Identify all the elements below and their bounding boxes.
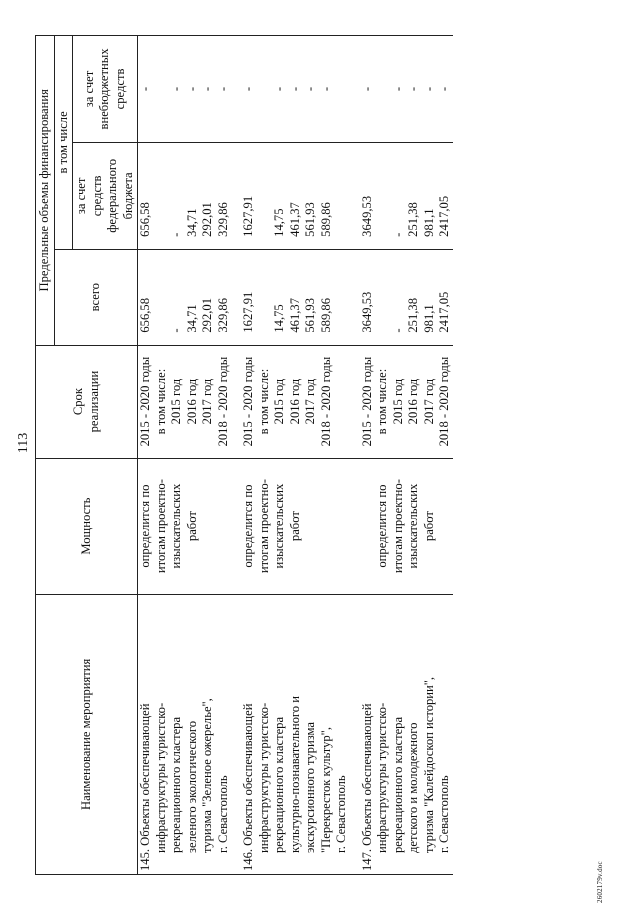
federal-cell (241, 142, 350, 249)
total-line: 251,38 (406, 297, 420, 333)
total-line: 34,71 (184, 304, 199, 333)
federal-line (257, 146, 273, 237)
spacer-cell (350, 458, 360, 594)
extrabudget-line (257, 39, 273, 139)
federal-cell (360, 142, 453, 249)
extrabudget-line: - (406, 86, 420, 92)
header-ext-line1: за счет (81, 70, 96, 108)
term-line: 2015 - 2020 годы (359, 356, 374, 447)
total-cell (360, 249, 453, 345)
row-spacer (231, 36, 241, 875)
power-line: изыскательских (169, 483, 183, 569)
spacer-cell (231, 345, 241, 458)
name-line: рекреационного кластера (390, 716, 405, 853)
term-line: 2016 год (184, 378, 199, 425)
term-cell (138, 345, 232, 458)
header-power: Мощность (36, 458, 138, 594)
header-name: Наименование мероприятия (36, 594, 138, 874)
spacer-cell (231, 458, 241, 594)
table-row (360, 36, 453, 875)
term-line: 2017 год (421, 378, 436, 425)
spacer-cell (350, 36, 360, 143)
term-line: 2015 год (169, 378, 183, 425)
power-cell (138, 458, 232, 594)
term-cell (360, 345, 453, 458)
name-line: 147. Объекты обеспечивающей (359, 703, 374, 871)
table-row (241, 36, 350, 875)
term-line: 2015 год (272, 378, 286, 425)
extrabudget-line (375, 39, 391, 139)
total-line (375, 253, 391, 333)
extrabudget-line: - (390, 86, 405, 92)
table-row (138, 36, 232, 875)
total-line: 329,86 (215, 297, 230, 333)
federal-line: 656,58 (138, 202, 152, 237)
extrabudget-line: - (241, 86, 255, 92)
extrabudget-line: - (215, 86, 230, 92)
extrabudget-line: - (421, 86, 436, 92)
name-line: инфраструктуры туристско- (256, 702, 271, 853)
row-spacer (350, 36, 360, 875)
header-ext-line3: средств (112, 68, 127, 110)
header-limits: Предельные объемы финансирования (36, 36, 55, 346)
extrabudget-line (154, 39, 170, 139)
name-line: рекреационного кластера (272, 716, 286, 853)
total-line: 461,37 (287, 297, 302, 333)
total-line: 14,75 (272, 304, 286, 333)
federal-cell (138, 142, 232, 249)
header-fed-line2: средств (89, 175, 104, 217)
total-line (257, 253, 273, 333)
total-cell (241, 249, 350, 345)
federal-line: 1627,91 (241, 195, 255, 237)
federal-line: 589,86 (318, 202, 333, 237)
power-line: изыскательских (272, 483, 286, 569)
table-header (36, 36, 138, 875)
spacer-cell (231, 142, 241, 249)
header-ext-line2: внебюджетных (97, 48, 112, 130)
name-line: "Перекресток культур", (318, 727, 333, 853)
name-cell (360, 594, 453, 874)
header-including: в том числе (54, 36, 73, 250)
name-line: 146. Объекты обеспечивающей (241, 703, 255, 871)
name-line: туризма "Зеленое ожерелье", (200, 698, 214, 853)
total-line: 561,93 (303, 297, 317, 333)
term-line: 2017 год (200, 378, 214, 425)
name-cell (241, 594, 350, 874)
extrabudget-line: - (169, 86, 183, 92)
federal-line: 34,71 (184, 208, 199, 237)
spacer-cell (231, 36, 241, 143)
federal-line: - (390, 232, 405, 237)
power-line (360, 462, 376, 591)
extrabudget-line: - (138, 86, 152, 92)
footer-doc-id: 2602179v.doc (596, 861, 604, 903)
federal-line: 561,93 (303, 202, 317, 237)
federal-line (154, 146, 170, 237)
header-fed-line4: бюджета (120, 172, 135, 220)
header-term-line2: реализации (86, 370, 101, 433)
spacer-cell (231, 594, 241, 874)
term-line: 2018 - 2020 годы (215, 356, 230, 447)
power-cell (241, 458, 350, 594)
term-line: в том числе: (153, 368, 168, 435)
term-line: 2015 - 2020 годы (138, 356, 152, 447)
name-line: детского и молодежного (406, 722, 420, 853)
extrabudget-line: - (318, 86, 333, 92)
power-line: изыскательских (406, 483, 420, 569)
header-extrabudget (73, 36, 138, 143)
total-line: 589,86 (318, 297, 333, 333)
federal-line: 329,86 (215, 202, 230, 237)
federal-line: 292,01 (200, 202, 214, 237)
term-line: 2017 год (303, 378, 317, 425)
name-line: культурно-познавательного и (287, 696, 302, 853)
name-line: г. Севастополь (334, 775, 348, 853)
extrabudget-line: - (200, 86, 214, 92)
power-line: определится по (138, 484, 152, 568)
name-line: рекреационного кластера (169, 716, 183, 853)
term-line: 2015 год (390, 378, 405, 425)
power-line: определится по (241, 484, 255, 568)
extrabudget-line: - (437, 86, 451, 92)
power-line: работ (421, 511, 436, 542)
term-line: 2016 год (287, 378, 302, 425)
total-line: 2417,05 (437, 291, 451, 333)
table-body (138, 36, 453, 875)
header-term (36, 345, 138, 458)
header-term-line1: Срок (71, 388, 85, 416)
power-line: итогам проектно- (153, 479, 168, 574)
federal-line: 461,37 (287, 202, 302, 237)
power-cell (360, 458, 453, 594)
federal-line: 251,38 (406, 202, 420, 237)
name-line: экскурсионного туризма (303, 722, 317, 853)
extrabudget-line: - (287, 86, 302, 92)
spacer-cell (231, 249, 241, 345)
header-fed-line1: за счет (74, 177, 88, 215)
name-line: инфраструктуры туристско- (375, 702, 389, 853)
extrabudget-line: - (184, 86, 199, 92)
header-federal (73, 142, 138, 249)
name-cell (138, 594, 232, 874)
name-line: туризма "Калейдоскоп истории", (421, 676, 436, 853)
extrabudget-line: - (272, 86, 286, 92)
spacer-cell (350, 249, 360, 345)
federal-line: 14,75 (272, 208, 286, 237)
power-line: определится по (375, 484, 389, 568)
federal-line: 3649,53 (359, 195, 374, 237)
extrabudget-cell (241, 36, 350, 143)
extrabudget-cell (138, 36, 232, 143)
total-line: - (169, 328, 183, 333)
federal-line: 981,1 (421, 208, 436, 237)
financing-table (35, 35, 453, 875)
term-cell (241, 345, 350, 458)
federal-line: 2417,05 (437, 195, 451, 237)
name-line: г. Севастополь (215, 775, 230, 853)
total-line: 292,01 (200, 297, 214, 333)
total-cell (138, 249, 232, 345)
power-line: итогам проектно- (256, 479, 271, 574)
power-line: работ (184, 511, 199, 542)
term-line: 2015 - 2020 годы (241, 356, 255, 447)
total-line: 981,1 (421, 304, 436, 333)
term-line: в том числе: (375, 368, 389, 435)
federal-line (375, 146, 391, 237)
term-line: 2016 год (406, 378, 420, 425)
header-total: всего (54, 249, 138, 345)
power-line: итогам проектно- (390, 479, 405, 574)
name-line: 145. Объекты обеспечивающей (138, 703, 152, 871)
total-line: - (390, 328, 405, 333)
spacer-cell (350, 345, 360, 458)
total-line: 656,58 (138, 297, 152, 333)
name-line: г. Севастополь (437, 775, 451, 853)
total-line: 3649,53 (359, 291, 374, 333)
spacer-cell (350, 142, 360, 249)
extrabudget-cell (360, 36, 453, 143)
extrabudget-line: - (303, 86, 317, 92)
extrabudget-line: - (359, 86, 374, 92)
total-line (154, 253, 170, 333)
power-line: работ (287, 511, 302, 542)
header-fed-line3: федерального (105, 158, 119, 233)
term-line: 2018 - 2020 годы (437, 356, 451, 447)
term-line: в том числе: (256, 368, 271, 435)
name-line: инфраструктуры туристско- (153, 702, 168, 853)
total-line: 1627,91 (241, 291, 255, 333)
page-number: 113 (16, 432, 31, 454)
spacer-cell (350, 594, 360, 874)
name-line: зеленого экологического (184, 720, 199, 853)
federal-line: - (169, 232, 183, 237)
term-line: 2018 - 2020 годы (318, 356, 333, 447)
